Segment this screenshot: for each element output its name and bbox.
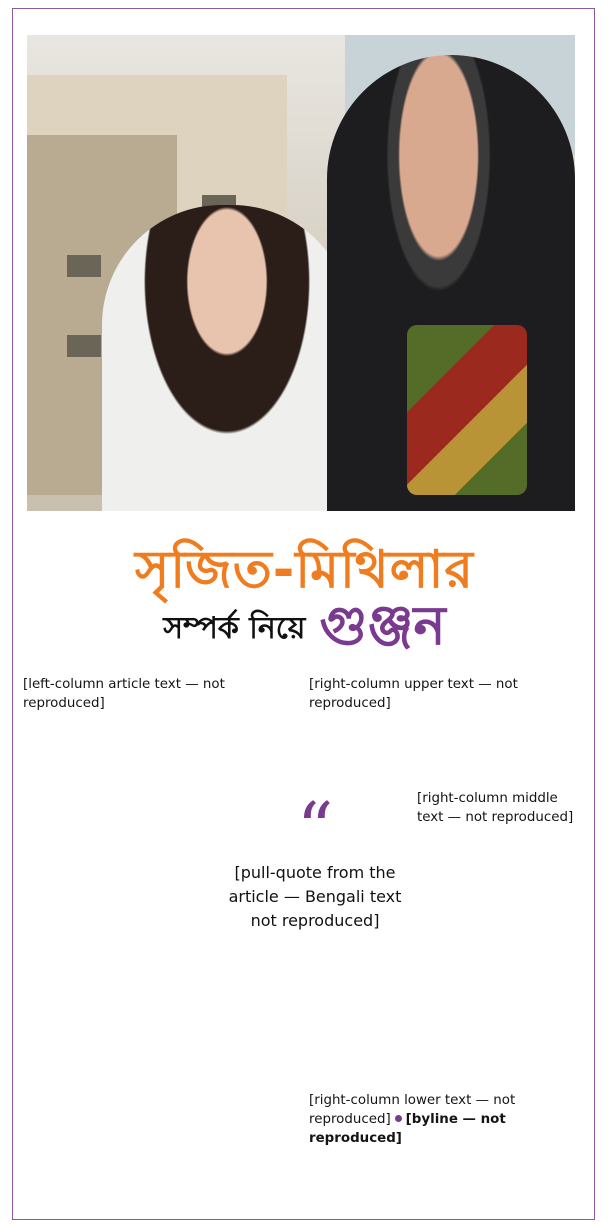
headline-line1: সৃজিত-মিথিলার: [134, 540, 475, 600]
article-frame: [12, 8, 595, 1220]
article-left-text: [left-column article text — not reproduced]: [23, 677, 225, 712]
article-photo: [27, 35, 575, 511]
pull-quote: [217, 787, 413, 1039]
article-column-right-bottom: [309, 1091, 585, 1149]
byline-dot-icon: [395, 1115, 402, 1122]
article-right-mid-text: [right-column middle text — not reproduced]: [417, 791, 574, 826]
article-right-top-text: [right-column upper text — not reproduced]: [309, 677, 518, 712]
pull-quote-text: [pull-quote from the article — Bengali text not reproduced]: [228, 863, 402, 930]
article-column-right-mid: [417, 789, 585, 827]
headline-line2-large: গুঞ্জন: [319, 594, 446, 657]
headline-line2-small: সম্পর্ক নিয়ে: [163, 610, 306, 646]
article-column-right-top: [309, 675, 585, 713]
article-right-bottom-text: [right-column lower text — not reproduced] [byline — not reproduced]: [309, 1093, 516, 1147]
headline-line2: [13, 594, 596, 661]
byline: [byline — not reproduced]: [309, 1112, 506, 1147]
quote-mark-icon: “: [296, 787, 334, 871]
article-column-left: [23, 675, 301, 713]
